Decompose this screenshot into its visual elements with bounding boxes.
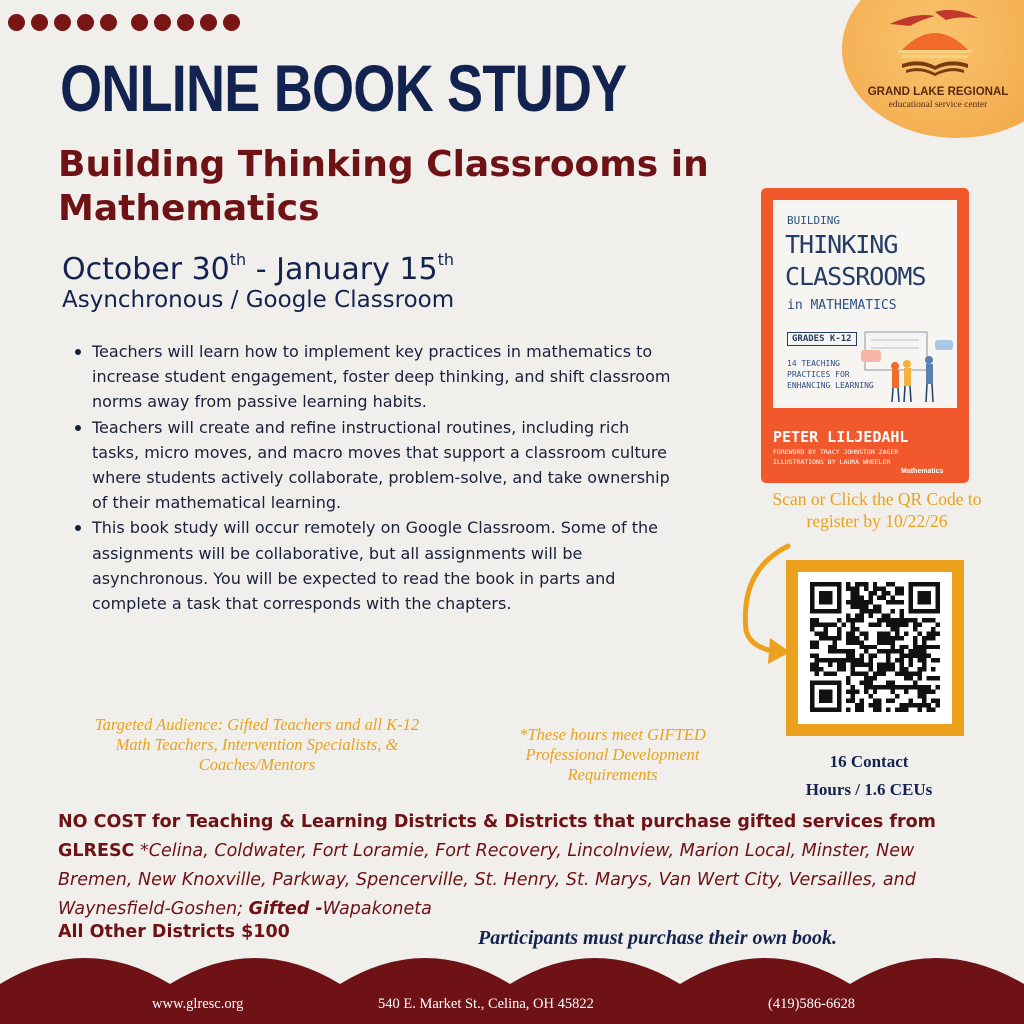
target-audience: Targeted Audience: Gifted Teachers and all K-12 Math Teachers, Intervention Specialists, & Coaches/Mentors [94, 715, 420, 774]
gifted-note: *These hours meet GIFTED Professional Development Requirements [519, 725, 706, 784]
gifted-label: Gifted - [248, 899, 323, 919]
no-cost-statement: NO COST for Teaching & Learning Districts & Districts that purchase gifted services from GLRESC [58, 812, 936, 861]
other-districts-cost: All Other Districts $100 [58, 922, 290, 942]
list-item: Teachers will learn how to implement key practices in mathematics to increase student engagement, foster deep thinking, and shift classroom norms away from passive learning habits. [72, 339, 672, 415]
logo-name: GRAND LAKE REGIONAL [867, 86, 1009, 98]
dot [8, 14, 25, 31]
book-illustrator: ILLUSTRATIONS BY LAURA WHEELER [773, 458, 891, 466]
dot [54, 14, 71, 31]
book-foreword: FOREWORD BY TRACY JOHNSTON ZAGER [773, 448, 899, 456]
cost-info [58, 808, 988, 924]
footer-website-link[interactable]: www.glresc.org [152, 996, 244, 1012]
book-line-3: CLASSROOMS [785, 262, 926, 291]
decorative-dots [8, 14, 240, 31]
dot [154, 14, 171, 31]
book-grades: GRADES K-12 [787, 332, 857, 346]
sunset-book-icon [880, 4, 990, 84]
book-practices: 14 TEACHING PRACTICES FOR ENHANCING LEARNING [787, 359, 874, 390]
register-instructions: Scan or Click the QR Code to register by 10/22/26 [772, 489, 982, 531]
date-range: October 30th - January 15th [62, 250, 454, 287]
book-title: Building Thinking Classrooms in Mathematics [58, 144, 709, 229]
dot [223, 14, 240, 31]
qr-code-link[interactable] [786, 560, 964, 736]
classroom-illustration-icon [859, 326, 955, 406]
book-author: PETER LILJEDAHL [773, 428, 909, 446]
dot [131, 14, 148, 31]
footer-phone: (419)586-6628 [768, 996, 855, 1012]
dot [77, 14, 94, 31]
dot [177, 14, 194, 31]
book-publisher: Mathematics [901, 468, 944, 475]
book-line-2: THINKING [785, 230, 898, 259]
book-line-1: BUILDING [787, 214, 840, 227]
qr-code-icon [808, 582, 942, 712]
end-date: January 15 [276, 252, 438, 287]
contact-hours-line-2: Hours / 1.6 CEUs [805, 780, 933, 799]
dot [100, 14, 117, 31]
objectives-list [72, 339, 672, 616]
course-format: Asynchronous / Google Classroom [62, 287, 455, 313]
gifted-district: Wapakoneta [322, 899, 432, 919]
contact-hours-line-1: 16 Contact [829, 752, 909, 771]
page-title: ONLINE BOOK STUDY [60, 51, 627, 125]
purchase-note: Participants must purchase their own book. [478, 927, 837, 949]
footer-address: 540 E. Market St., Celina, OH 45822 [378, 996, 594, 1012]
dot [200, 14, 217, 31]
date-separator: - [246, 252, 277, 287]
list-item: This book study will occur remotely on Google Classroom. Some of the assignments will be collaborative, but all assignments will be asynchronous. You will be expected to read the book in parts and complete a task that corresponds with the chapters. [72, 515, 672, 616]
district-list: *Celina, Coldwater, Fort Loramie, Fort Recovery, Lincolnview, Marion Local, Minster, New Bremen, New Knoxville, Parkway, Spencerville, St. Henry, St. Marys, Van Wert City, Versailles, and Waynesfield-Goshen; [58, 841, 916, 919]
book-line-4: in MATHEMATICS [787, 298, 897, 313]
footer-waves [0, 954, 1024, 1024]
start-date: October 30 [62, 252, 230, 287]
book-cover-panel [773, 200, 957, 408]
list-item: Teachers will create and refine instructional routines, including rich tasks, micro moves, and macro moves that support a classroom culture where students actively collaborate, problem-solve, and take ownership of their mathematical learning. [72, 415, 672, 516]
logo-subtitle: educational service center [888, 100, 988, 110]
contact-hours [772, 748, 966, 804]
book-cover [761, 188, 969, 483]
dot [31, 14, 48, 31]
